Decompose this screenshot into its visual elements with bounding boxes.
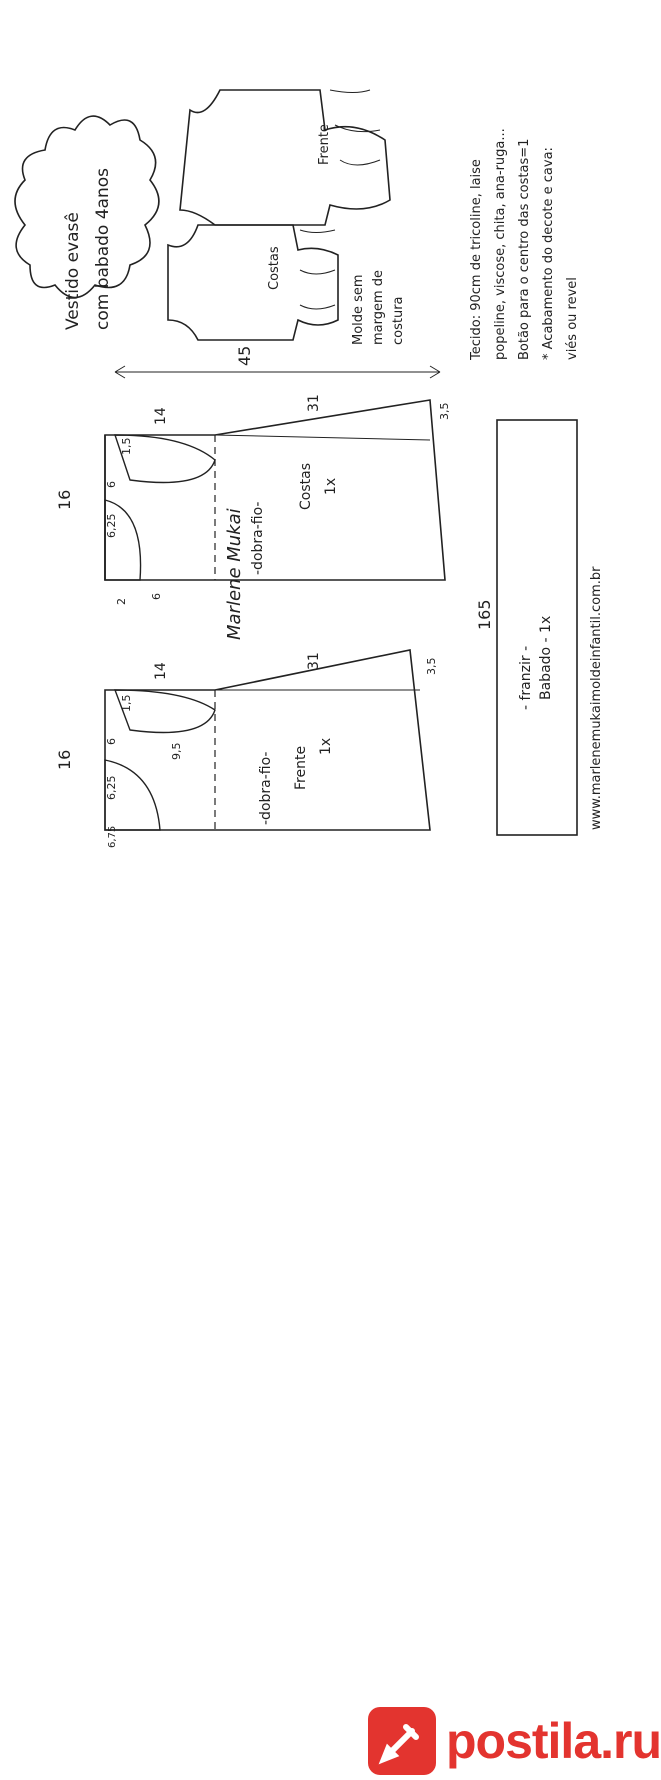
front-side-label: 31: [306, 652, 322, 670]
brand-logo-icon: [368, 1707, 436, 1775]
front-neck-front-label: 6,75: [107, 825, 118, 848]
fabric-line-4: * Acabamento do decote e cava:: [541, 147, 556, 360]
front-piece-count: 1x: [318, 737, 334, 755]
fabric-line-5: viés ou revel: [565, 277, 580, 360]
front-shoulder-drop-label: 1,5: [120, 694, 133, 712]
note-line-1: Molde sem: [351, 274, 366, 345]
back-piece-name: Costas: [298, 463, 314, 510]
front-hem-label: 3,5: [425, 657, 438, 675]
front-width-label: 16: [55, 749, 74, 770]
fabric-line-3: Botão para o centro das costas=1: [517, 138, 532, 360]
back-shoulder-drop-label: 1,5: [120, 437, 133, 455]
pattern-drawing: [0, 0, 660, 850]
website-url: www.marlenemukaimoldeinfantil.com.br: [589, 566, 604, 830]
signature: Marlene Mukai: [224, 508, 245, 640]
front-pattern-piece: [55, 650, 438, 848]
front-shoulder-label: 14: [153, 662, 169, 680]
front-neck-depth-label: 6,25: [105, 775, 118, 800]
back-illustration-label: Costas: [267, 246, 282, 290]
brand-logo[interactable]: [368, 1702, 661, 1780]
front-piece-name: Frente: [293, 745, 309, 790]
fabric-info: [469, 128, 580, 361]
front-armhole-label: 6: [105, 738, 118, 745]
note-line-3: costura: [391, 296, 406, 345]
title-line-1: Vestido evasê: [63, 212, 83, 330]
back-neck-small-2-label: 6: [150, 593, 163, 600]
ruffle-length-label: 165: [475, 599, 494, 630]
back-neck-small-label: 2: [115, 598, 128, 605]
back-width-label: 16: [55, 489, 74, 510]
brand-logo-text: postila.ru: [446, 1713, 661, 1769]
back-armhole-label: 6: [105, 481, 118, 488]
front-dress-illustration: [180, 90, 390, 225]
title-line-2: com babado 4anos: [93, 168, 113, 330]
back-dress-illustration: [168, 225, 338, 340]
note-line-2: margem de: [371, 269, 386, 345]
title-cloud: [15, 116, 159, 330]
back-total-dimension: [115, 346, 440, 378]
front-armhole-depth-label: 9,5: [170, 742, 183, 760]
front-piece-fold: -dobra-fio-: [258, 751, 274, 825]
ruffle-piece: [475, 420, 577, 870]
fabric-line-1: Tecido: 90cm de tricoline, laise: [469, 159, 484, 360]
back-hem-label: 3,5: [438, 402, 451, 420]
seam-note: [351, 270, 406, 345]
back-piece-fold: -dobra-fio-: [250, 501, 266, 575]
back-pattern-piece: [55, 394, 451, 605]
back-shoulder-label: 14: [153, 407, 169, 425]
back-piece-count: 1x: [323, 477, 339, 495]
back-total-label: 45: [235, 345, 254, 366]
ruffle-name: Babado - 1x: [538, 615, 554, 700]
front-illustration-label: Frente: [317, 124, 332, 165]
back-neck-depth-label: 6,25: [105, 513, 118, 538]
ruffle-franzir: - franzir -: [518, 645, 534, 710]
footer-banner: [0, 850, 661, 1769]
back-side-label: 31: [306, 394, 322, 412]
fabric-line-2: popeline, viscose, chita, ana-ruga...: [493, 128, 508, 360]
